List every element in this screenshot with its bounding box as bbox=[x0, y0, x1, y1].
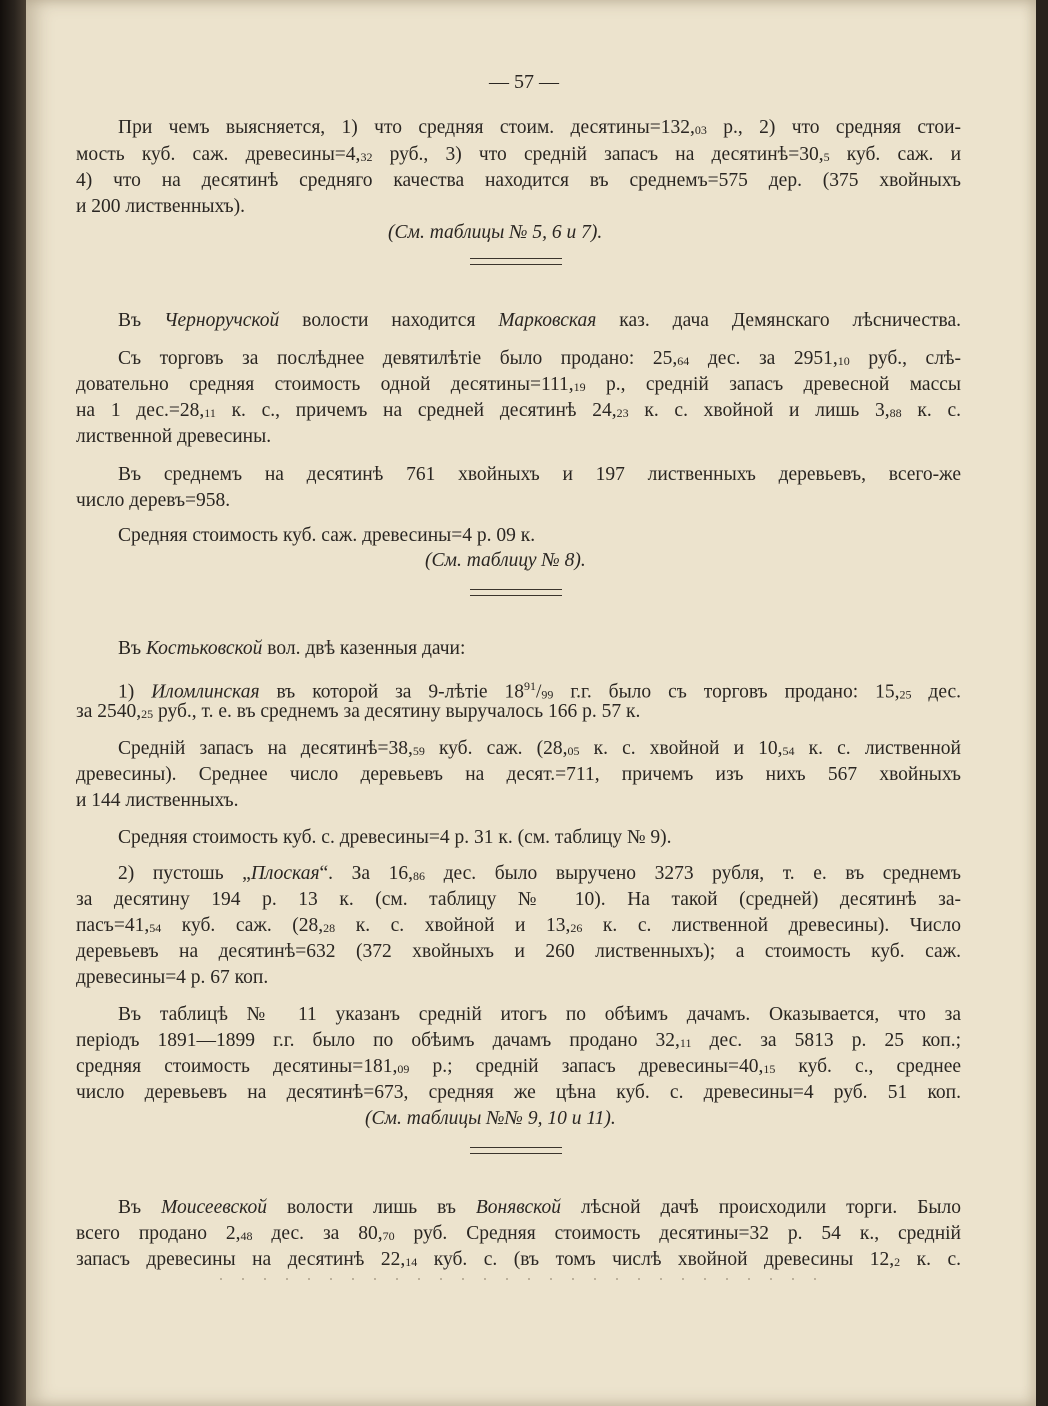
p2-line-1: Въ Черноручской волости находится Марковская каз. дача Демянскаго лѣсничества. bbox=[118, 310, 961, 331]
p3-line-2: 1) Иломлинская въ которой за 9-лѣтіе $18^{91}/_{99}$ г.г. было съ торговъ продано: $15,_{25}$ дес. bbox=[118, 679, 962, 703]
p2-line-3: довательно средняя стоимость одной $десятины=111,_{19}$ р., средній запасъ древесной массы bbox=[76, 374, 961, 395]
p2-line-8: Средняя стоимость куб. саж. древесины=4 р. 09 к. bbox=[118, 525, 536, 546]
paper-specks bbox=[220, 1278, 820, 1280]
p2-line-2: Съ торговъ за послѣднее девятилѣтіе было продано: $25,_{64}$ дес. за $2951,_{10}$ руб., слѣ- bbox=[118, 348, 962, 369]
p1-table-reference: (См. таблицы № 5, 6 и 7). bbox=[388, 222, 603, 243]
page-number: — 57 — bbox=[489, 71, 559, 93]
p1-line-3: 4) что на десятинѣ средняго качества находится въ среднемъ=575 дер. (375 хвойныхъ bbox=[76, 170, 961, 191]
p3-line-1: Въ Костьковской вол. двѣ казенныя дачи: bbox=[118, 638, 466, 659]
p2-line-4: на 1 $дес.=28,_{11}$ к. с., причемъ на средней десятинѣ $24,_{23}$ к. с. хвойной и лишь $3,_{88}$ к. с. bbox=[76, 400, 961, 421]
p1-line-4: и 200 лиственныхъ). bbox=[76, 196, 245, 217]
p5-line-1: Въ Моисеевской волости лишь въ Вонявской лѣсной дачѣ происходили торги. Было bbox=[118, 1197, 961, 1218]
section-divider bbox=[470, 258, 562, 265]
p2-line-6: Въ среднемъ на десятинѣ 761 хвойныхъ и 197 лиственныхъ деревьевъ, всего-же bbox=[118, 464, 961, 485]
p3-line-11: деревьевъ на десятинѣ=632 (372 хвойныхъ и 260 лиственныхъ); а стоимость куб. саж. bbox=[76, 941, 961, 962]
p2-line-5: лиственной древесины. bbox=[76, 426, 272, 447]
p4-line-2: періодъ 1891—1899 г.г. было по обѣимъ дачамъ продано $32,_{11}$ дес. за 5813 р. 25 коп.; bbox=[76, 1030, 961, 1051]
p4-line-4: число деревьевъ на десятинѣ=673, средняя же цѣна куб. с. древесины=4 руб. 51 коп. bbox=[76, 1082, 961, 1103]
section-divider bbox=[470, 589, 562, 596]
p3-line-9: за десятину 194 р. 13 к. (см. таблицу № 10). На такой (средней) десятинѣ за- bbox=[76, 889, 961, 910]
p4-line-3: средняя стоимость $десятины=181,_{09}$ р.; средній запасъ $древесины=40,_{15}$ куб. с., среднее bbox=[76, 1056, 961, 1077]
p2-line-7: число деревъ=958. bbox=[76, 490, 231, 511]
p4-line-1: Въ таблицѣ № 11 указанъ средній итогъ по обѣимъ дачамъ. Оказывается, что за bbox=[118, 1004, 961, 1025]
p3-line-12: древесины=4 р. 67 коп. bbox=[76, 967, 269, 988]
p3-line-8: 2) пустошь „Плоская“. За $16,_{86}$ дес. было выручено 3273 рубля, т. е. въ среднемъ bbox=[118, 863, 961, 884]
p3-line-10: $пасъ=41,_{54}$ куб. саж. ($28,_{28}$ к. с. хвойной и $13,_{26}$ к. с. лиственной древесины). Число bbox=[76, 915, 962, 936]
p1-line-1: При чемъ выясняется, 1) что средняя стоим. $десятины=132,_{03}$ р., 2) что средняя стои- bbox=[118, 117, 961, 138]
p1-line-2: мость куб. саж. $древесины=4,_{32}$ руб., 3) что средній запасъ на $десятинѣ=30,_5$ куб. саж. и bbox=[76, 144, 962, 165]
p4-table-reference: (См. таблицы №№ 9, 10 и 11). bbox=[365, 1108, 616, 1129]
p3-line-5: древесины). Среднее число деревьевъ на десят.=711, причемъ изъ нихъ 567 хвойныхъ bbox=[76, 764, 961, 785]
p3-line-7: Средняя стоимость куб. с. древесины=4 р. 31 к. (см. таблицу № 9). bbox=[118, 827, 672, 848]
p5-line-3: запасъ древесины на десятинѣ $22,_{14}$ куб. с. (въ томъ числѣ хвойной древесины $12,_2$ к. с. bbox=[76, 1249, 961, 1270]
p3-line-3: за $2540,_{25}$ руб., т. е. въ среднемъ за десятину выручалось 166 р. 57 к. bbox=[76, 701, 641, 722]
p3-line-6: и 144 лиственныхъ. bbox=[76, 790, 239, 811]
p2-table-reference: (См. таблицу № 8). bbox=[425, 550, 586, 571]
p3-line-4: Средній запасъ на $десятинѣ=38,_{59}$ куб. саж. ($28,_{05}$ к. с. хвойной и $10,_{54}$ к. с. лиственной bbox=[118, 738, 961, 759]
section-divider bbox=[470, 1147, 562, 1154]
p5-line-2: всего продано $2,_{48}$ дес. за $80,_{70}$ руб. Средняя стоимость десятины=32 р. 54 к., средній bbox=[76, 1223, 961, 1244]
